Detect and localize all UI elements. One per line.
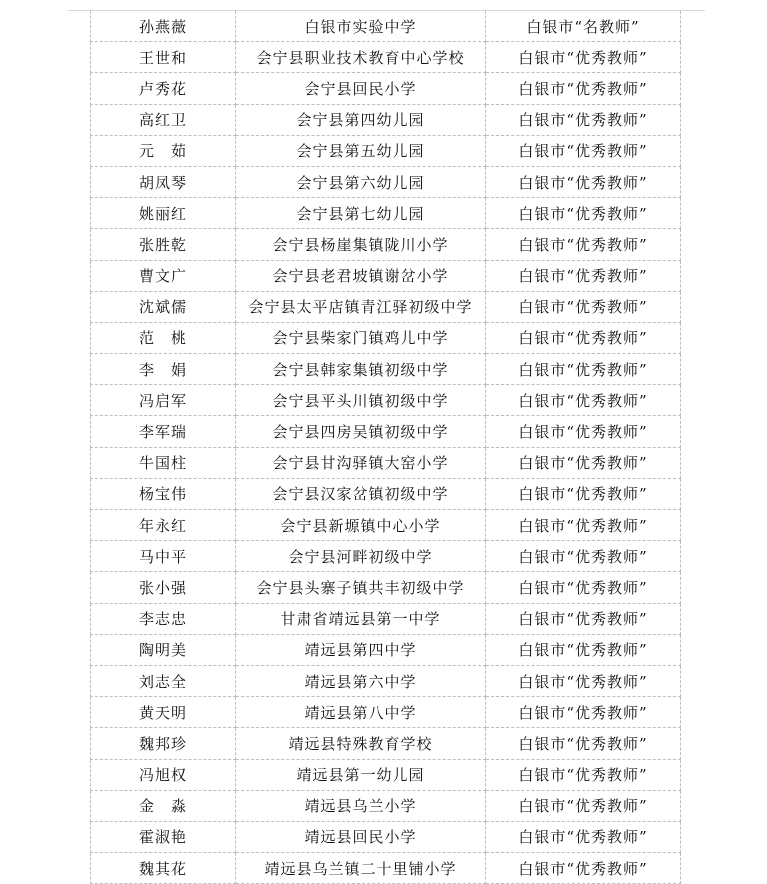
honor-title-cell: 白银市“优秀教师” (486, 229, 681, 260)
teacher-name-cell: 李 娟 (91, 354, 236, 385)
table-row (91, 198, 681, 229)
honor-title-cell: 白银市“优秀教师” (486, 291, 681, 322)
teacher-name-cell: 张小强 (91, 572, 236, 603)
table-row (91, 385, 681, 416)
school-name-cell: 会宁县第六幼儿园 (236, 166, 486, 197)
teacher-name-cell: 魏其花 (91, 853, 236, 884)
honor-title-cell: 白银市“名教师” (486, 11, 681, 42)
honor-title-cell: 白银市“优秀教师” (486, 135, 681, 166)
table-row (91, 322, 681, 353)
table-row (91, 821, 681, 852)
school-name-cell: 会宁县头寨子镇共丰初级中学 (236, 572, 486, 603)
school-name-cell: 靖远县第一幼儿园 (236, 759, 486, 790)
table-row (91, 447, 681, 478)
honor-title-cell: 白银市“优秀教师” (486, 198, 681, 229)
honor-title-cell: 白银市“优秀教师” (486, 510, 681, 541)
table-row (91, 697, 681, 728)
school-name-cell: 会宁县第七幼儿园 (236, 198, 486, 229)
table-row (91, 260, 681, 291)
table-row (91, 416, 681, 447)
school-name-cell: 靖远县第四中学 (236, 634, 486, 665)
honor-title-cell: 白银市“优秀教师” (486, 634, 681, 665)
teacher-name-cell: 冯旭权 (91, 759, 236, 790)
table-row (91, 510, 681, 541)
school-name-cell: 会宁县第四幼儿园 (236, 104, 486, 135)
teacher-name-cell: 杨宝伟 (91, 478, 236, 509)
school-name-cell: 会宁县回民小学 (236, 73, 486, 104)
teacher-name-cell: 冯启军 (91, 385, 236, 416)
teacher-name-cell: 马中平 (91, 541, 236, 572)
school-name-cell: 会宁县第五幼儿园 (236, 135, 486, 166)
teacher-name-cell: 王世和 (91, 42, 236, 73)
school-name-cell: 靖远县回民小学 (236, 821, 486, 852)
teacher-name-cell: 卢秀花 (91, 73, 236, 104)
teacher-name-cell: 刘志全 (91, 665, 236, 696)
table-row (91, 665, 681, 696)
table-row (91, 728, 681, 759)
school-name-cell: 会宁县太平店镇青江驿初级中学 (236, 291, 486, 322)
honor-title-cell: 白银市“优秀教师” (486, 73, 681, 104)
table-row (91, 104, 681, 135)
honor-title-cell: 白银市“优秀教师” (486, 322, 681, 353)
school-name-cell: 靖远县乌兰小学 (236, 790, 486, 821)
teacher-name-cell: 李志忠 (91, 603, 236, 634)
school-name-cell: 会宁县河畔初级中学 (236, 541, 486, 572)
teacher-name-cell: 金 淼 (91, 790, 236, 821)
teacher-list-table (90, 10, 681, 884)
school-name-cell: 会宁县新塬镇中心小学 (236, 510, 486, 541)
school-name-cell: 靖远县乌兰镇二十里铺小学 (236, 853, 486, 884)
school-name-cell: 会宁县柴家门镇鸡儿中学 (236, 322, 486, 353)
school-name-cell: 会宁县汉家岔镇初级中学 (236, 478, 486, 509)
table-row (91, 291, 681, 322)
teacher-name-cell: 霍淑艳 (91, 821, 236, 852)
table-row (91, 166, 681, 197)
teacher-name-cell: 黄天明 (91, 697, 236, 728)
teacher-list-table-container (90, 10, 680, 884)
table-row (91, 42, 681, 73)
school-name-cell: 白银市实验中学 (236, 11, 486, 42)
honor-title-cell: 白银市“优秀教师” (486, 447, 681, 478)
table-row (91, 634, 681, 665)
teacher-name-cell: 孙燕薇 (91, 11, 236, 42)
school-name-cell: 会宁县韩家集镇初级中学 (236, 354, 486, 385)
honor-title-cell: 白银市“优秀教师” (486, 104, 681, 135)
honor-title-cell: 白银市“优秀教师” (486, 665, 681, 696)
honor-title-cell: 白银市“优秀教师” (486, 853, 681, 884)
teacher-name-cell: 姚丽红 (91, 198, 236, 229)
table-row (91, 603, 681, 634)
school-name-cell: 会宁县四房吴镇初级中学 (236, 416, 486, 447)
school-name-cell: 会宁县职业技术教育中心学校 (236, 42, 486, 73)
honor-title-cell: 白银市“优秀教师” (486, 478, 681, 509)
school-name-cell: 靖远县第八中学 (236, 697, 486, 728)
table-row (91, 135, 681, 166)
school-name-cell: 靖远县特殊教育学校 (236, 728, 486, 759)
teacher-name-cell: 魏邦珍 (91, 728, 236, 759)
honor-title-cell: 白银市“优秀教师” (486, 603, 681, 634)
table-row (91, 572, 681, 603)
honor-title-cell: 白银市“优秀教师” (486, 759, 681, 790)
honor-title-cell: 白银市“优秀教师” (486, 416, 681, 447)
table-row (91, 11, 681, 42)
school-name-cell: 会宁县杨崖集镇陇川小学 (236, 229, 486, 260)
honor-title-cell: 白银市“优秀教师” (486, 728, 681, 759)
school-name-cell: 会宁县老君坡镇谢岔小学 (236, 260, 486, 291)
teacher-name-cell: 牛国柱 (91, 447, 236, 478)
school-name-cell: 会宁县平头川镇初级中学 (236, 385, 486, 416)
honor-title-cell: 白银市“优秀教师” (486, 821, 681, 852)
table-row (91, 229, 681, 260)
school-name-cell: 甘肃省靖远县第一中学 (236, 603, 486, 634)
school-name-cell: 靖远县第六中学 (236, 665, 486, 696)
table-row (91, 354, 681, 385)
honor-title-cell: 白银市“优秀教师” (486, 385, 681, 416)
school-name-cell: 会宁县甘沟驿镇大窑小学 (236, 447, 486, 478)
teacher-name-cell: 年永红 (91, 510, 236, 541)
teacher-name-cell: 陶明美 (91, 634, 236, 665)
honor-title-cell: 白银市“优秀教师” (486, 166, 681, 197)
teacher-list-body (91, 11, 681, 884)
table-row (91, 478, 681, 509)
table-row (91, 759, 681, 790)
teacher-name-cell: 高红卫 (91, 104, 236, 135)
table-row (91, 853, 681, 884)
table-row (91, 790, 681, 821)
honor-title-cell: 白银市“优秀教师” (486, 42, 681, 73)
teacher-name-cell: 张胜乾 (91, 229, 236, 260)
honor-title-cell: 白银市“优秀教师” (486, 260, 681, 291)
teacher-name-cell: 元 茹 (91, 135, 236, 166)
table-row (91, 541, 681, 572)
honor-title-cell: 白银市“优秀教师” (486, 697, 681, 728)
honor-title-cell: 白银市“优秀教师” (486, 541, 681, 572)
honor-title-cell: 白银市“优秀教师” (486, 790, 681, 821)
teacher-name-cell: 胡凤琴 (91, 166, 236, 197)
teacher-name-cell: 沈斌儒 (91, 291, 236, 322)
table-row (91, 73, 681, 104)
honor-title-cell: 白银市“优秀教师” (486, 354, 681, 385)
teacher-name-cell: 范 桃 (91, 322, 236, 353)
teacher-name-cell: 李军瑞 (91, 416, 236, 447)
honor-title-cell: 白银市“优秀教师” (486, 572, 681, 603)
teacher-name-cell: 曹文广 (91, 260, 236, 291)
